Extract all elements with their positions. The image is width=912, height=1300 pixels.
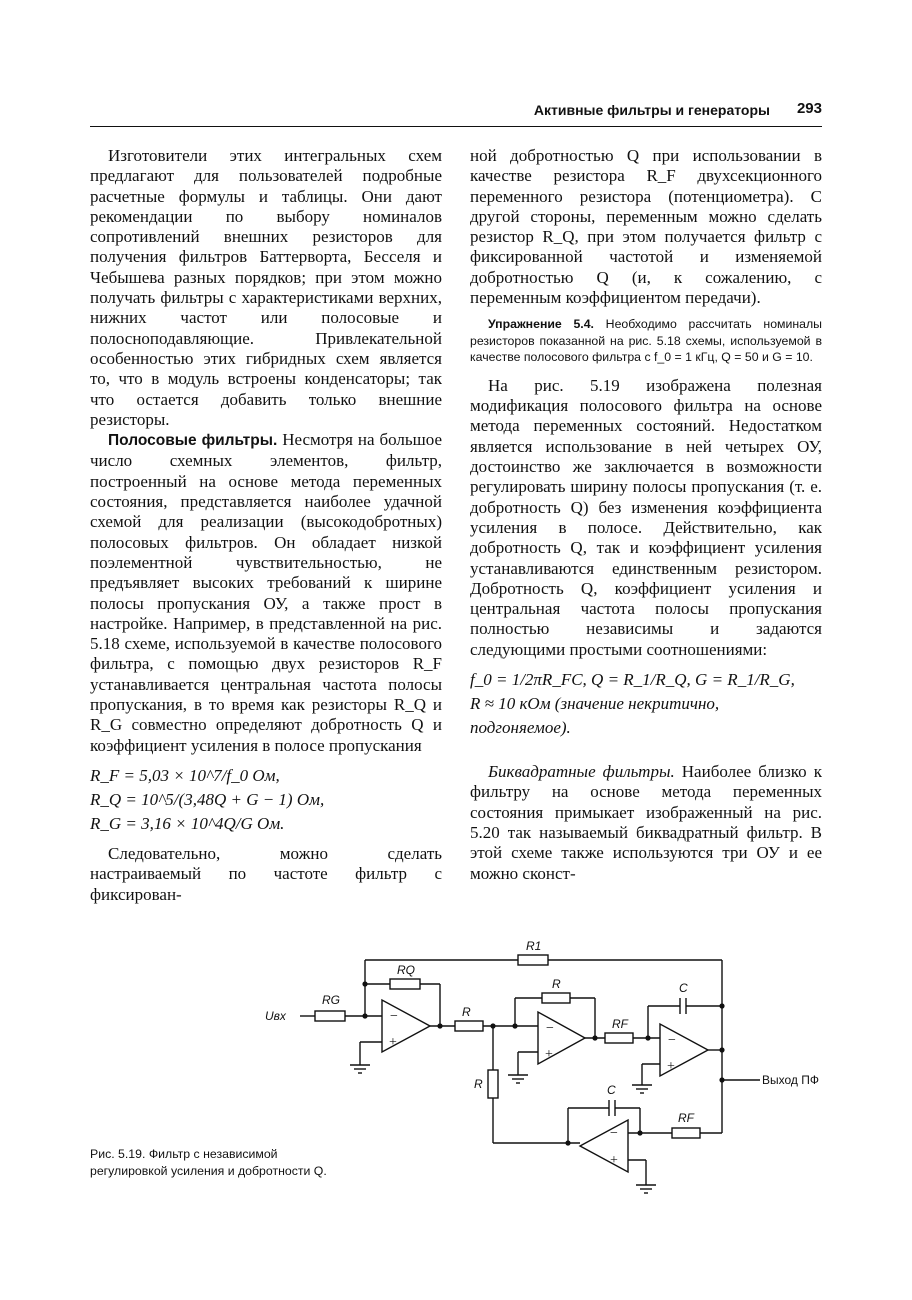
opamp-1-plus: + [389, 1035, 397, 1050]
formula-rg: R_G = 3,16 × 10^4Q/G Ом. [90, 813, 285, 833]
figure-caption: Рис. 5.19. Фильтр с независимой регулировкой усиления и добротности Q. [90, 1147, 327, 1178]
label-c-2: C [607, 1083, 616, 1097]
label-rf-2: RF [678, 1111, 694, 1125]
page-header [90, 100, 822, 127]
paragraph-fig-5-19: На рис. 5.19 изображена полезная модификация полосового фильтра на основе метода переменных состояний. Недостатком является использование в ней четырех ОУ, достоинство же заключается в возможности регулировать ширину полосы пропускания (т. е. добротность Q) без изменения коэффициента усиления в полосе. Действительно, как добротность Q, так и коэффициент усиления устанавливаются единственным резистором. Добротность Q, коэффициент усиления и центральная частота полосы пропускания полностью независимы и задаются следующими простыми соотношениями: [470, 375, 822, 659]
exercise-label: Упражнение 5.4. [488, 317, 594, 332]
label-r-c: R [474, 1077, 483, 1091]
formula-rf: R_F = 5,03 × 10^7/f_0 Ом, [90, 765, 280, 785]
opamp-2-minus: − [546, 1021, 554, 1036]
label-uin: Uвх [265, 1009, 286, 1023]
opamp-2-plus: + [545, 1047, 553, 1062]
opamp-4-plus: + [610, 1153, 618, 1168]
label-r-b: R [552, 977, 561, 991]
runin-heading-biquad: Биквадратные фильтры. [488, 762, 675, 782]
opamp-4 [580, 1120, 628, 1172]
opamp-3-plus: + [667, 1059, 675, 1074]
resistor-rg [315, 1011, 345, 1021]
label-c-1: C [679, 981, 688, 995]
paragraph-manufacturers: Изготовители этих интегральных схем предлагают для пользователей подробные расчетные формулы и таблицы. Они дают рекомендации по выбору номиналов сопротивлений внешних резисторов для получения фильтров Баттерворта, Бесселя и Чебышева разных порядков; при этом можно получать фильтры с характеристиками верхних, нижних частот или полосовые и полосноподавляющие. Привлекательной особенностью этих гибридных схем является то, что в модуль встроены конденсаторы; так что остается добавить только внешние резисторы. [90, 146, 442, 429]
left-column [90, 146, 442, 905]
resistor-rf-1 [605, 1033, 633, 1043]
opamp-1-minus: − [390, 1009, 398, 1024]
label-r-a: R [462, 1005, 471, 1019]
formula-block-right [470, 668, 822, 740]
opamp-4-minus: − [610, 1126, 618, 1141]
resistor-rq [390, 979, 420, 989]
label-rg: RG [322, 993, 340, 1007]
exercise-5-4 [470, 316, 822, 366]
opamp-3-minus: − [668, 1033, 676, 1048]
formula-rq: R_Q = 10^5/(3,48Q + G − 1) Ом, [90, 789, 325, 809]
page-number: 293 [796, 100, 822, 117]
resistor-r-3 [488, 1070, 498, 1098]
paragraph-biquad-text: Наиболее близко к фильтру на основе метода переменных состояния примыкает изображенный на рис. 5.20 так называемый биквадратный фильтр. В этой схеме также используются три ОУ и ее можно сконст- [470, 762, 822, 883]
paragraph-consequently: Следовательно, можно сделать настраиваемый по частоте фильтр с фиксирован- [90, 843, 442, 904]
label-output: Выход ПФ [762, 1073, 819, 1087]
resistor-r-2 [542, 993, 570, 1003]
formula-r-note: R ≈ 10 кОм (значение некритично, подгоняемое). [470, 694, 720, 738]
running-title: Активные фильтры и генераторы [533, 102, 770, 118]
paragraph-bandpass [90, 430, 442, 756]
formula-block [90, 764, 442, 836]
label-rf-1: RF [612, 1017, 628, 1031]
label-rq: RQ [397, 963, 415, 977]
right-column [470, 146, 822, 884]
paragraph-bandpass-text: Несмотря на большое число схемных элементов, фильтр, построенный на основе метода переменных состояния, представляется наиболее удачной схемой для реализации (высокодобротных) полосовых фильтров. Он обладает низкой поэлементной чувствительностью, не предъявляет высоких требований к ширине полосы пропускания ОУ, а также прост в настройке. Например, в представленной на рис. 5.18 схеме, используемой в качестве полосового фильтра, с помощью двух резисторов R_F устанавливается центральная частота полосы пропускания, в то время как резисторы R_Q и R_G совместно определяют добротность Q и коэффициент усиления в полосе пропускания [90, 430, 442, 755]
resistor-r-1 [455, 1021, 483, 1031]
resistor-rf-2 [672, 1128, 700, 1138]
resistor-r1 [518, 955, 548, 965]
exercise-text: Необходимо рассчитать номиналы резисторов показанной на рис. 5.18 схемы, используемой в качестве полосового фильтра с f_0 = 1 кГц, Q = 50 и G = 10. [470, 317, 822, 365]
runin-heading-bandpass: Полосовые фильтры. [108, 432, 278, 450]
paragraph-continuation: ной добротностью Q при использовании в качестве резистора R_F двухсекционного переменного резистора (потенциометра). С другой стороны, переменным можно сделать резистор R_Q, при этом получается фильтр с фиксированной частотой и изменяемой добротностью Q (и, к сожалению, с переменным коэффициентом передачи). [470, 146, 822, 308]
paragraph-biquad [470, 762, 822, 884]
label-r1: R1 [526, 940, 542, 953]
formula-f0-q-g: f_0 = 1/2πR_FC, Q = R_1/R_Q, G = R_1/R_G, [470, 670, 795, 690]
